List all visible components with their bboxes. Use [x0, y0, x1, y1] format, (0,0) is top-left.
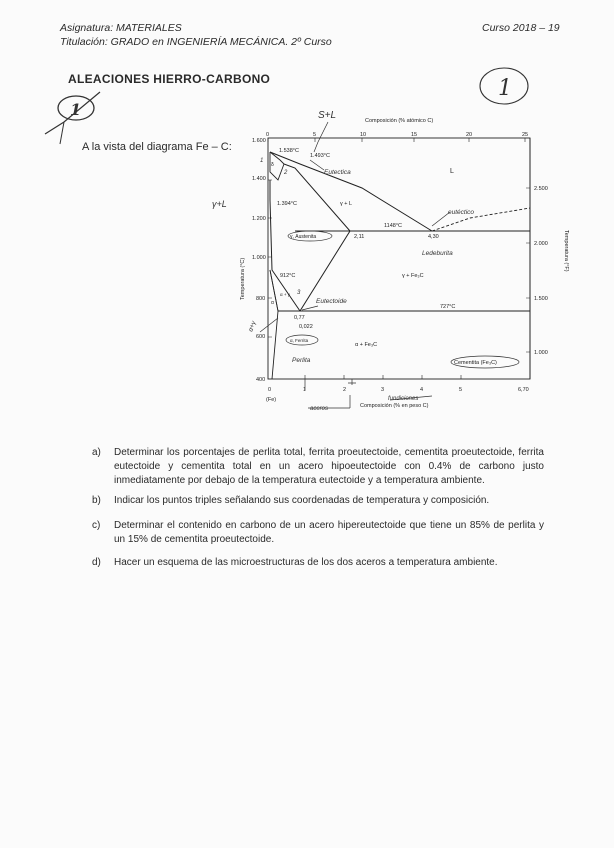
question-b-text: Indicar los puntos triples señalando sus coordenadas de temperatura y composición. [114, 495, 490, 506]
hw-eutectoide: Eutectoide [316, 298, 347, 305]
label-1148: 1148°C [384, 223, 402, 229]
question-d-text: Hacer un esquema de las microestructuras de los dos aceros a temperatura ambiente. [114, 557, 498, 568]
hw-s-plus-l: S+L [318, 110, 337, 121]
left-tick-400: 400 [256, 377, 266, 383]
hw-perlita: Perlita [292, 357, 311, 364]
label-alpha-fe3c: α + Fe₃C [355, 342, 378, 348]
top-axis-label: Composición (% atómico C) [365, 118, 434, 124]
hw-gamma-plus-l: γ+L [212, 199, 227, 209]
label-4-30: 4,30 [428, 234, 439, 240]
bottom-tick-4: 4 [420, 387, 424, 393]
left-tick-1200: 1.200 [252, 216, 266, 222]
left-tick-600: 600 [256, 334, 266, 340]
right-axis-label: Temperatura (°F) [563, 230, 569, 272]
question-c-label: c) [92, 520, 101, 531]
left-tick-800: 800 [256, 296, 266, 302]
top-tick-5: 5 [313, 132, 317, 138]
top-tick-25: 25 [522, 132, 529, 138]
question-d [92, 556, 544, 570]
question-c-text: Determinar el contenido en carbono de un acero hipereutectoide que tiene un 85% de perlita y un 15% de cementita proeutectoide. [114, 520, 544, 545]
hw-point-3: 3 [297, 290, 301, 296]
page-number: 1 [498, 76, 512, 101]
problem-number: 1 [70, 100, 82, 119]
top-tick-10: 10 [360, 132, 367, 138]
right-tick-1500: 1.500 [534, 296, 548, 302]
hw-point-1: 1 [260, 158, 264, 164]
label-gamma-liquid: γ + L [340, 201, 353, 207]
hw-aceros: aceros [310, 406, 329, 412]
bottom-tick-1: 1 [303, 387, 307, 393]
left-axis-label: Temperatura (°C) [240, 257, 246, 300]
label-ferrite: α, Ferrita [290, 338, 309, 343]
left-tick-1400: 1.400 [252, 176, 266, 182]
top-tick-20: 20 [466, 132, 473, 138]
label-0-77: 0,77 [294, 315, 305, 321]
label-2-11: 2,11 [354, 234, 365, 240]
fe-c-phase-diagram [200, 100, 590, 425]
label-alpha-gamma: α + γ [280, 292, 290, 297]
bottom-origin-fe: (Fe) [266, 397, 277, 403]
right-tick-1000: 1.000 [534, 350, 548, 356]
left-tick-1600: 1.600 [252, 138, 266, 144]
bottom-tick-2: 2 [343, 387, 347, 393]
left-tick-1000: 1.000 [252, 255, 266, 261]
top-tick-15: 15 [411, 132, 418, 138]
label-cementite: Cementita (Fe₃C) [454, 360, 497, 366]
question-a [92, 446, 544, 488]
bottom-axis-label: Composición (% en peso C) [360, 403, 429, 409]
hw-alfa-gamma: α+γ [247, 320, 258, 333]
question-c [92, 519, 544, 547]
question-b [92, 494, 544, 508]
bottom-tick-670: 6,70 [518, 387, 529, 393]
page-title: ALEACIONES HIERRO-CARBONO [68, 72, 271, 86]
hw-fundiciones: fundiciones [388, 396, 419, 402]
question-a-label: a) [92, 447, 101, 458]
label-liquid: L [450, 168, 454, 175]
bottom-tick-3: 3 [381, 387, 385, 393]
hw-eutectica: Eutectica [324, 169, 351, 176]
bottom-tick-5: 5 [459, 387, 463, 393]
label-gamma-fe3c: γ + Fe₃C [402, 273, 424, 279]
label-1493: 1.493°C [310, 153, 330, 159]
question-a-text: Determinar los porcentajes de perlita total, ferrita proeutectoide, cementita proeutectoide, ferrita eutectoide y cementita total en un acero hipoeutectoide con 0.4% de carbono justo inmediatamente por debajo de la temperatura eutectoide y a temperatura ambiente. [114, 447, 544, 486]
question-d-label: d) [92, 557, 101, 568]
label-austenite: γ, Austenita [290, 234, 317, 240]
academic-year: Curso 2018 – 19 [482, 22, 560, 34]
top-tick-0: 0 [266, 132, 270, 138]
label-727: 727°C [440, 304, 456, 310]
subject-header: Asignatura: MATERIALES [60, 22, 182, 34]
bottom-tick-0: 0 [268, 387, 272, 393]
hw-ledeburita: Ledeburita [422, 250, 453, 257]
right-tick-2500: 2.500 [534, 186, 548, 192]
right-tick-2000: 2.000 [534, 241, 548, 247]
hw-eutectico: eutéctico [448, 209, 475, 216]
label-0-022: 0,022 [299, 324, 313, 330]
degree-header: Titulación: GRADO en INGENIERÍA MECÁNICA. 2º Curso [60, 36, 332, 48]
intro-text: A la vista del diagrama Fe – C: [82, 141, 232, 153]
label-alpha: α [271, 300, 274, 306]
label-1538: 1.538°C [279, 148, 299, 154]
label-delta: δ [271, 162, 274, 168]
label-1394: 1.394°C [277, 201, 297, 207]
question-b-label: b) [92, 495, 101, 506]
label-912: 912°C [280, 273, 296, 279]
hw-point-2: 2 [284, 170, 288, 176]
